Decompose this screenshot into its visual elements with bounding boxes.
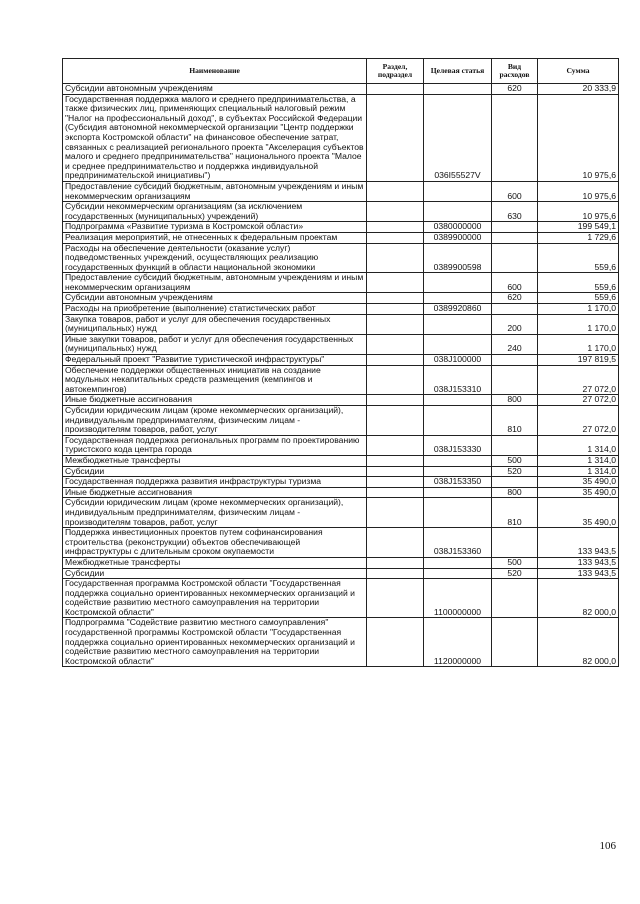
cell-type: 630	[492, 202, 538, 222]
cell-sum: 1 314,0	[538, 466, 619, 477]
cell-name: Государственная поддержка развития инфраструктуры туризма	[63, 477, 367, 488]
cell-section	[367, 477, 424, 488]
table-row	[63, 202, 619, 222]
table-row	[63, 222, 619, 233]
cell-article: 0389900598	[424, 243, 492, 273]
cell-name: Предоставление субсидий бюджетным, автономным учреждениям и иным некоммерческим организациям	[63, 273, 367, 293]
cell-section	[367, 528, 424, 558]
cell-section	[367, 314, 424, 334]
cell-type	[492, 94, 538, 181]
table-row	[63, 568, 619, 579]
table-row	[63, 84, 619, 95]
cell-type	[492, 222, 538, 233]
header-sum: Сумма	[538, 59, 619, 84]
cell-name: Государственная программа Костромской области "Государственная поддержка социально ориентированных некоммерческих организаций и содействие развитию местного самоуправления на территории Костромской области"	[63, 579, 367, 618]
table-row	[63, 334, 619, 354]
budget-table	[62, 58, 619, 667]
cell-section	[367, 273, 424, 293]
cell-section	[367, 243, 424, 273]
cell-name: Субсидии автономным учреждениям	[63, 293, 367, 304]
cell-sum: 133 943,5	[538, 568, 619, 579]
cell-sum: 1 170,0	[538, 314, 619, 334]
cell-name: Субсидии некоммерческим организациям (за исключением государственных (муниципальных) учреждений)	[63, 202, 367, 222]
cell-name: Государственная поддержка региональных программ по проектированию туристского кода центра города	[63, 435, 367, 455]
cell-name: Федеральный проект "Развитие туристической инфраструктуры"	[63, 355, 367, 366]
cell-sum: 35 490,0	[538, 487, 619, 498]
cell-section	[367, 181, 424, 201]
table-row	[63, 579, 619, 618]
cell-type: 620	[492, 84, 538, 95]
table-row	[63, 355, 619, 366]
cell-section	[367, 222, 424, 233]
cell-type	[492, 477, 538, 488]
cell-name: Реализация мероприятий, не отнесенных к федеральным проектам	[63, 232, 367, 243]
cell-article: 038J153360	[424, 528, 492, 558]
cell-type: 500	[492, 455, 538, 466]
cell-article	[424, 498, 492, 528]
table-row	[63, 435, 619, 455]
cell-type: 500	[492, 557, 538, 568]
cell-sum: 559,6	[538, 243, 619, 273]
cell-section	[367, 355, 424, 366]
cell-article	[424, 334, 492, 354]
cell-section	[367, 334, 424, 354]
cell-section	[367, 406, 424, 436]
cell-type: 800	[492, 395, 538, 406]
cell-section	[367, 466, 424, 477]
header-section: Раздел, подраздел	[367, 59, 424, 84]
header-name: Наименование	[63, 59, 367, 84]
cell-type	[492, 365, 538, 395]
cell-type: 240	[492, 334, 538, 354]
table-row	[63, 94, 619, 181]
header-row	[63, 59, 619, 84]
cell-section	[367, 579, 424, 618]
cell-sum: 197 819,5	[538, 355, 619, 366]
cell-sum: 10 975,6	[538, 202, 619, 222]
table-row	[63, 181, 619, 201]
cell-name: Межбюджетные трансферты	[63, 557, 367, 568]
cell-sum: 1 170,0	[538, 304, 619, 315]
cell-name: Обеспечение поддержки общественных инициатив на создание модульных некапитальных средств размещения (кемпингов и автокемпингов)	[63, 365, 367, 395]
cell-article: 1100000000	[424, 579, 492, 618]
cell-section	[367, 365, 424, 395]
cell-sum: 27 072,0	[538, 395, 619, 406]
cell-article	[424, 487, 492, 498]
cell-name: Предоставление субсидий бюджетным, автономным учреждениям и иным некоммерческим организациям	[63, 181, 367, 201]
cell-section	[367, 568, 424, 579]
cell-article	[424, 202, 492, 222]
cell-article: 036I55527V	[424, 94, 492, 181]
cell-type: 520	[492, 568, 538, 579]
table-row	[63, 365, 619, 395]
header-type: Вид расходов	[492, 59, 538, 84]
cell-article: 0389900000	[424, 232, 492, 243]
cell-section	[367, 618, 424, 667]
cell-section	[367, 84, 424, 95]
cell-name: Субсидии юридическим лицам (кроме некоммерческих организаций), индивидуальным предпринимателям, физическим лицам - производителям товаров, работ, услуг	[63, 406, 367, 436]
cell-article	[424, 293, 492, 304]
cell-sum: 1 170,0	[538, 334, 619, 354]
header-article: Целевая статья	[424, 59, 492, 84]
cell-name: Подпрограмма "Содействие развитию местного самоуправления" государственной программы Костромской области "Государственная поддержка социально ориентированных некоммерческих организаций и содействие развитию местного самоуправления на территории Костромской области"	[63, 618, 367, 667]
cell-type	[492, 243, 538, 273]
cell-type	[492, 579, 538, 618]
table-row	[63, 528, 619, 558]
table-row	[63, 557, 619, 568]
table-row	[63, 273, 619, 293]
cell-section	[367, 487, 424, 498]
table-row	[63, 466, 619, 477]
cell-section	[367, 293, 424, 304]
cell-sum: 27 072,0	[538, 365, 619, 395]
cell-name: Субсидии	[63, 466, 367, 477]
table-row	[63, 304, 619, 315]
cell-sum: 10 975,6	[538, 181, 619, 201]
cell-sum: 133 943,5	[538, 528, 619, 558]
cell-article: 038J100000	[424, 355, 492, 366]
cell-article: 1120000000	[424, 618, 492, 667]
cell-type: 810	[492, 406, 538, 436]
cell-name: Иные бюджетные ассигнования	[63, 487, 367, 498]
cell-article	[424, 466, 492, 477]
cell-type	[492, 435, 538, 455]
cell-section	[367, 94, 424, 181]
cell-type	[492, 355, 538, 366]
cell-sum: 10 975,6	[538, 94, 619, 181]
cell-type	[492, 304, 538, 315]
cell-article	[424, 395, 492, 406]
cell-section	[367, 232, 424, 243]
cell-name: Иные бюджетные ассигнования	[63, 395, 367, 406]
cell-sum: 199 549,1	[538, 222, 619, 233]
cell-sum: 82 000,0	[538, 579, 619, 618]
cell-type: 200	[492, 314, 538, 334]
cell-article	[424, 273, 492, 293]
table-row	[63, 455, 619, 466]
cell-section	[367, 455, 424, 466]
cell-sum: 1 314,0	[538, 455, 619, 466]
cell-article	[424, 84, 492, 95]
cell-name: Иные закупки товаров, работ и услуг для обеспечения государственных (муниципальных) нужд	[63, 334, 367, 354]
cell-sum: 1 314,0	[538, 435, 619, 455]
cell-type	[492, 528, 538, 558]
cell-article	[424, 314, 492, 334]
cell-type: 520	[492, 466, 538, 477]
cell-article: 038J153310	[424, 365, 492, 395]
cell-article	[424, 455, 492, 466]
cell-type: 620	[492, 293, 538, 304]
cell-article	[424, 568, 492, 579]
table-row	[63, 477, 619, 488]
cell-type	[492, 232, 538, 243]
cell-article: 0389920860	[424, 304, 492, 315]
cell-sum: 1 729,6	[538, 232, 619, 243]
cell-name: Субсидии автономным учреждениям	[63, 84, 367, 95]
cell-article	[424, 557, 492, 568]
cell-name: Государственная поддержка малого и среднего предпринимательства, а также физических лиц, применяющих специальный налоговый режим "Налог на профессиональный доход", в субъектах Российской Федерации (Субсидия автономной некоммерческой организации "Центр поддержки экспорта Костромской области" на финансовое обеспечение затрат, связанных с реализацией регионального проекта "Акселерация субъектов малого и среднего предпринимательства" национального проекта "Малое и среднее предпринимательство и поддержка индивидуальной предпринимательской инициативы")	[63, 94, 367, 181]
cell-type: 800	[492, 487, 538, 498]
cell-type: 600	[492, 181, 538, 201]
cell-sum: 559,6	[538, 273, 619, 293]
cell-name: Расходы на приобретение (выполнение) статистических работ	[63, 304, 367, 315]
table-row	[63, 314, 619, 334]
cell-section	[367, 395, 424, 406]
cell-article: 0380000000	[424, 222, 492, 233]
page-number: 106	[599, 840, 616, 852]
cell-name: Расходы на обеспечение деятельности (оказание услуг) подведомственных учреждений, осуществляющих реализацию государственных функций в области национальной экономики	[63, 243, 367, 273]
table-row	[63, 395, 619, 406]
cell-section	[367, 202, 424, 222]
table-row	[63, 618, 619, 667]
cell-section	[367, 435, 424, 455]
cell-sum: 559,6	[538, 293, 619, 304]
cell-sum: 82 000,0	[538, 618, 619, 667]
cell-name: Закупка товаров, работ и услуг для обеспечения государственных (муниципальных) нужд	[63, 314, 367, 334]
cell-name: Поддержка инвестиционных проектов путем софинансирования строительства (реконструкции) объектов обеспечивающей инфраструктуры с длительным сроком окупаемости	[63, 528, 367, 558]
table-row	[63, 232, 619, 243]
table-row	[63, 406, 619, 436]
cell-name: Субсидии юридическим лицам (кроме некоммерческих организаций), индивидуальным предпринимателям, физическим лицам - производителям товаров, работ, услуг	[63, 498, 367, 528]
cell-sum: 27 072,0	[538, 406, 619, 436]
cell-sum: 35 490,0	[538, 477, 619, 488]
table-row	[63, 487, 619, 498]
cell-article: 038J153330	[424, 435, 492, 455]
cell-article	[424, 406, 492, 436]
table-row	[63, 498, 619, 528]
cell-name: Субсидии	[63, 568, 367, 579]
cell-type: 810	[492, 498, 538, 528]
cell-article	[424, 181, 492, 201]
cell-section	[367, 304, 424, 315]
cell-section	[367, 557, 424, 568]
table-row	[63, 243, 619, 273]
cell-sum: 20 333,9	[538, 84, 619, 95]
cell-section	[367, 498, 424, 528]
table-row	[63, 293, 619, 304]
cell-sum: 133 943,5	[538, 557, 619, 568]
cell-name: Подпрограмма «Развитие туризма в Костромской области»	[63, 222, 367, 233]
cell-name: Межбюджетные трансферты	[63, 455, 367, 466]
cell-type: 600	[492, 273, 538, 293]
cell-sum: 35 490,0	[538, 498, 619, 528]
cell-type	[492, 618, 538, 667]
cell-article: 038J153350	[424, 477, 492, 488]
